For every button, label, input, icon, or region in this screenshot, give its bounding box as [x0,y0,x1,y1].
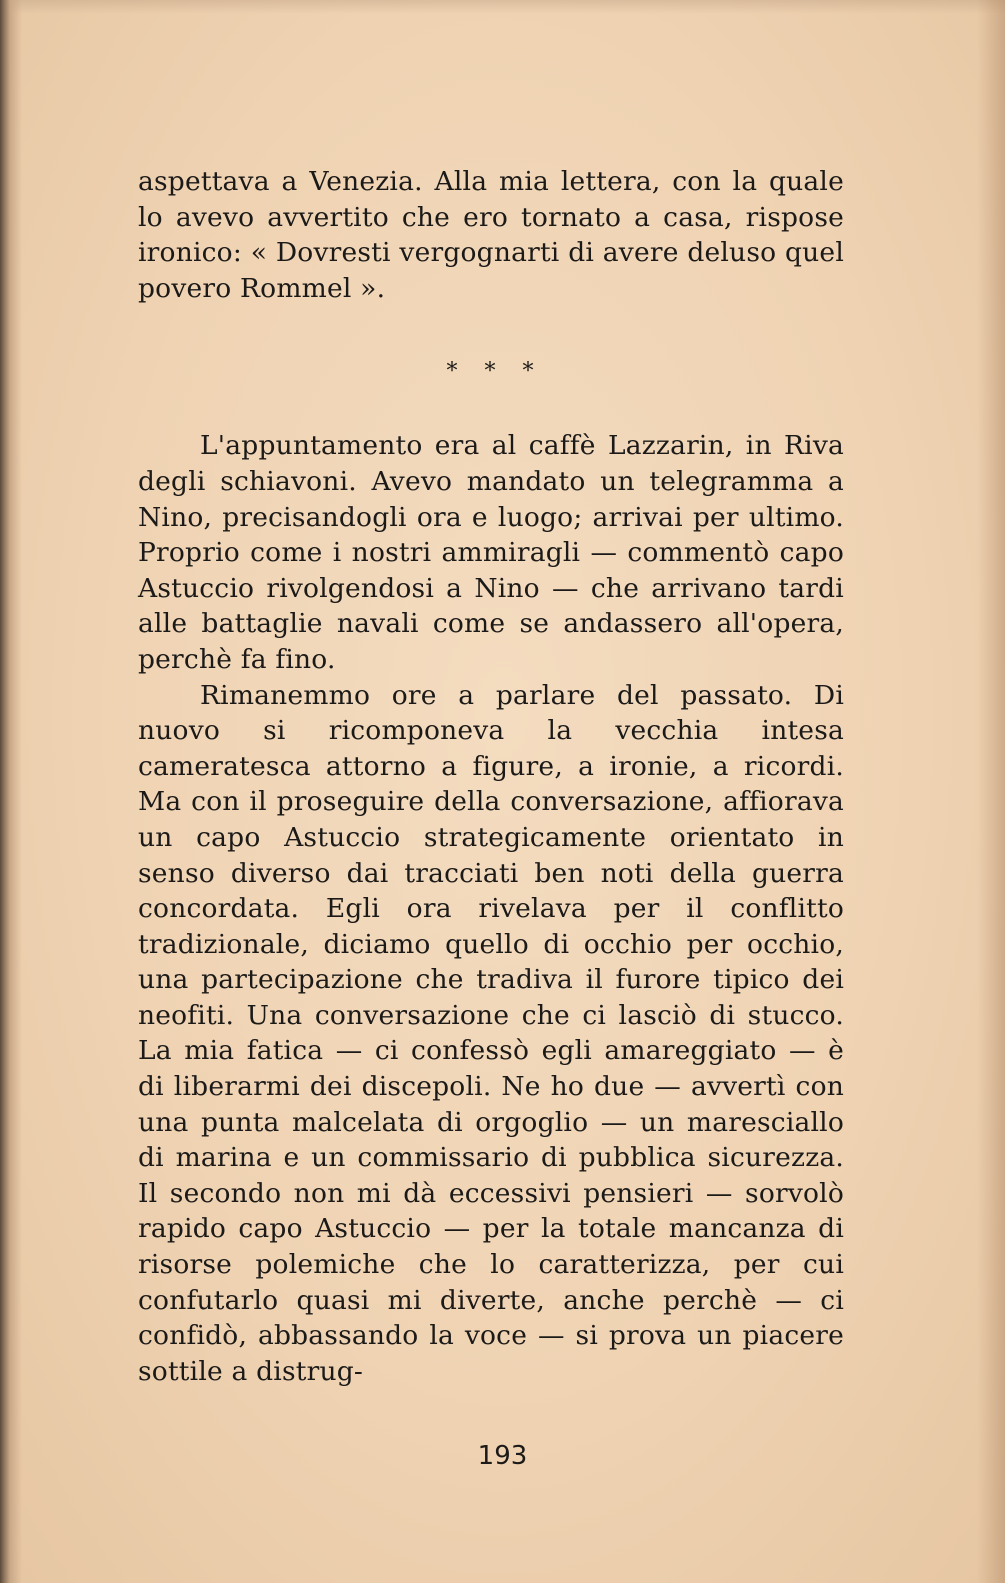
right-edge-shade [977,0,1005,1583]
top-edge-shade [0,0,1005,14]
section-separator: * * * [446,359,544,385]
page-number: 193 [477,1441,528,1471]
spine-shadow [0,0,22,1583]
paragraph-appointment: L'appuntamento era al caffè Lazzarin, in Riva degli schiavoni. Avevo mandato un telegramma a Nino, precisandogli ora e luogo; arrivai per ultimo. Proprio come i nostri ammiragli — commentò capo Astuccio rivolgendosi a Nino — che arrivano tardi alle battaglie navali come se andassero all'opera, perchè fa fino. [138,430,844,675]
body-text [138,164,844,1389]
paragraph-continuation: aspettava a Venezia. Alla mia lettera, con la quale lo avevo avvertito che ero tornato a casa, rispose ironico: « Dovresti vergognarti di avere deluso quel povero Rommel ». [138,166,844,304]
paragraph-conversation: Rimanemmo ore a parlare del passato. Di nuovo si ricomponeva la vecchia intesa cameratesca attorno a figure, a ironie, a ricordi. Ma con il proseguire della conversazione, affiorava un capo Astuccio strategicamente orientato in senso diverso dai tracciati ben noti della guerra concordata. Egli ora rivelava per il conflitto tradizionale, diciamo quello di occhio per occhio, una partecipazione che tradiva il furore tipico dei neofiti. Una conversazione che ci lasciò di stucco. La mia fatica — ci confessò egli amareggiato — è di liberarmi dei discepoli. Ne ho due — avvertì con una punta malcelata di orgoglio — un maresciallo di marina e un commissario di pubblica sicurezza. Il secondo non mi dà eccessivi pensieri — sorvolò rapido capo Astuccio — per la totale mancanza di risorse polemiche che lo caratterizza, per cui confutarlo quasi mi diverte, anche perchè — ci confidò, abbassando la voce — si prova un piacere sottile a distrug- [138,679,844,1387]
